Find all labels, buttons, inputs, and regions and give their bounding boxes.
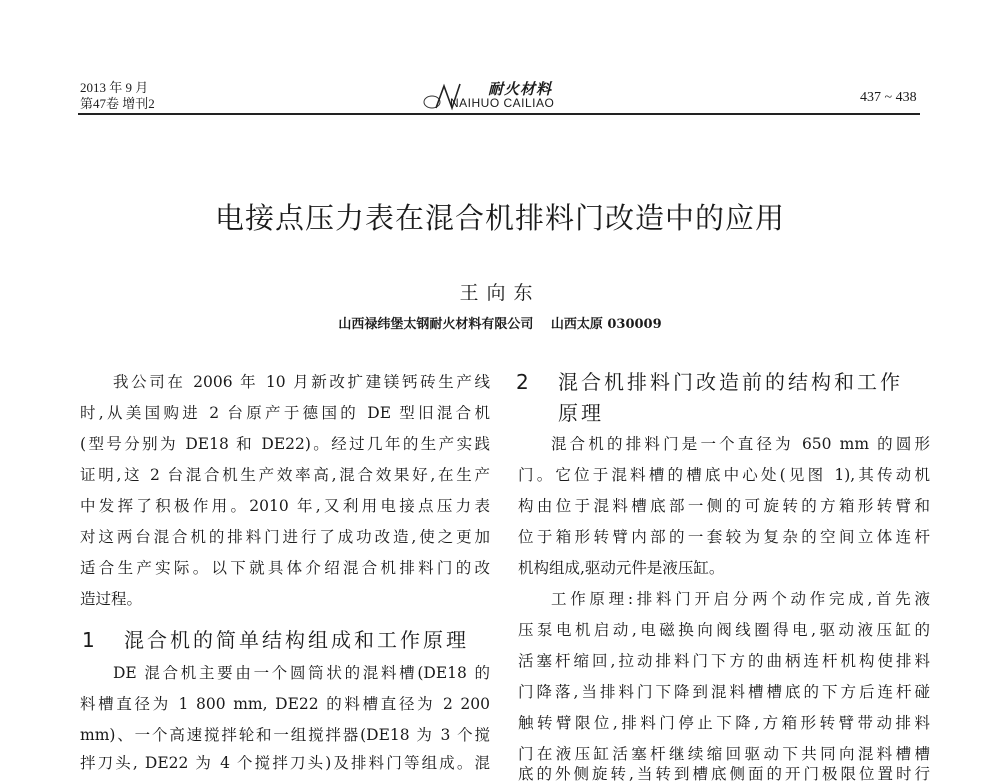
- journal-logo: [418, 78, 588, 112]
- affiliation: 山西禄纬堡太钢耐火材料有限公司 山西太原 030009: [338, 317, 662, 332]
- text-line: 料槽直径为 1 800 mm, DE22 的料槽直径为 2 200: [80, 695, 490, 713]
- section-1-heading: [82, 628, 469, 652]
- journal-name-en: NAIHUO CAILIAO: [450, 96, 555, 110]
- text-line: 门在液压缸活塞杆继续缩回驱动下共同向混料槽槽: [518, 745, 930, 763]
- section-number: 2: [516, 370, 532, 394]
- text-line: 混合机的排料门是一个直径为 650 mm 的圆形: [551, 435, 930, 453]
- text-line: 时,从美国购进 2 台原产于德国的 DE 型旧混合机: [80, 404, 490, 422]
- text-line: mm)、一个高速搅拌轮和一组搅拌器(DE18 为 3 个搅: [80, 726, 490, 744]
- text-line: 机构组成,驱动元件是液压缸。: [518, 559, 725, 577]
- text-line: 构由位于混料槽底部一侧的可旋转的方箱形转臂和: [518, 497, 930, 515]
- text-line: (型号分别为 DE18 和 DE22)。经过几年的生产实践: [80, 435, 490, 453]
- text-line: 门。它位于混料槽的槽底中心处(见图 1),其传动机: [518, 466, 930, 484]
- text-line: 证明,这 2 台混合机生产效率高,混合效果好,在生产: [80, 466, 490, 484]
- text-line: 位于箱形转臂内部的一套较为复杂的空间立体连杆: [518, 528, 930, 546]
- page-range: 437 ~ 438: [860, 90, 917, 105]
- section-2-heading-cont: 原理: [558, 401, 604, 425]
- header-rule: [78, 113, 920, 115]
- text-line: 门降落,当排料门下降到混料槽槽底的下方后连杆碰: [518, 683, 930, 701]
- section-number: 1: [82, 628, 98, 652]
- issue-volume: 第47卷 增刊2: [80, 96, 155, 111]
- text-line: 压泵电机启动,电磁换向阀线圈得电,驱动液压缸的: [518, 621, 930, 639]
- journal-name-cn: 耐火材料: [488, 80, 553, 98]
- section-title: 混合机的简单结构组成和工作原理: [124, 628, 469, 652]
- text-line: 拌刀头, DE22 为 4 个搅拌刀头)及排料门等组成。混: [80, 754, 490, 772]
- author: 王向东: [459, 282, 541, 304]
- text-line: 底的外侧旋转,当转到槽底侧面的开门极限位置时行: [518, 765, 930, 783]
- paper-title: 电接点压力表在混合机排料门改造中的应用: [214, 201, 785, 235]
- section-title: 混合机排料门改造前的结构和工作: [558, 370, 903, 394]
- text-line: 我公司在 2006 年 10 月新改扩建镁钙砖生产线: [113, 373, 490, 391]
- text-line: 触转臂限位,排料门停止下降,方箱形转臂带动排料: [518, 714, 930, 732]
- section-2-heading: [516, 370, 903, 394]
- text-line: 适合生产实际。以下就具体介绍混合机排料门的改: [80, 559, 490, 577]
- issue-date: 2013 年 9 月: [80, 80, 149, 95]
- text-line: 工作原理:排料门开启分两个动作完成,首先液: [551, 590, 930, 608]
- text-line: 造过程。: [80, 590, 143, 608]
- text-line: 活塞杆缩回,拉动排料门下方的曲柄连杆机构使排料: [518, 652, 930, 670]
- text-line: 中发挥了积极作用。2010 年,又利用电接点压力表: [80, 497, 490, 515]
- text-line: DE 混合机主要由一个圆筒状的混料槽(DE18 的: [113, 664, 490, 682]
- text-line: 对这两台混合机的排料门进行了成功改造,使之更加: [80, 528, 490, 546]
